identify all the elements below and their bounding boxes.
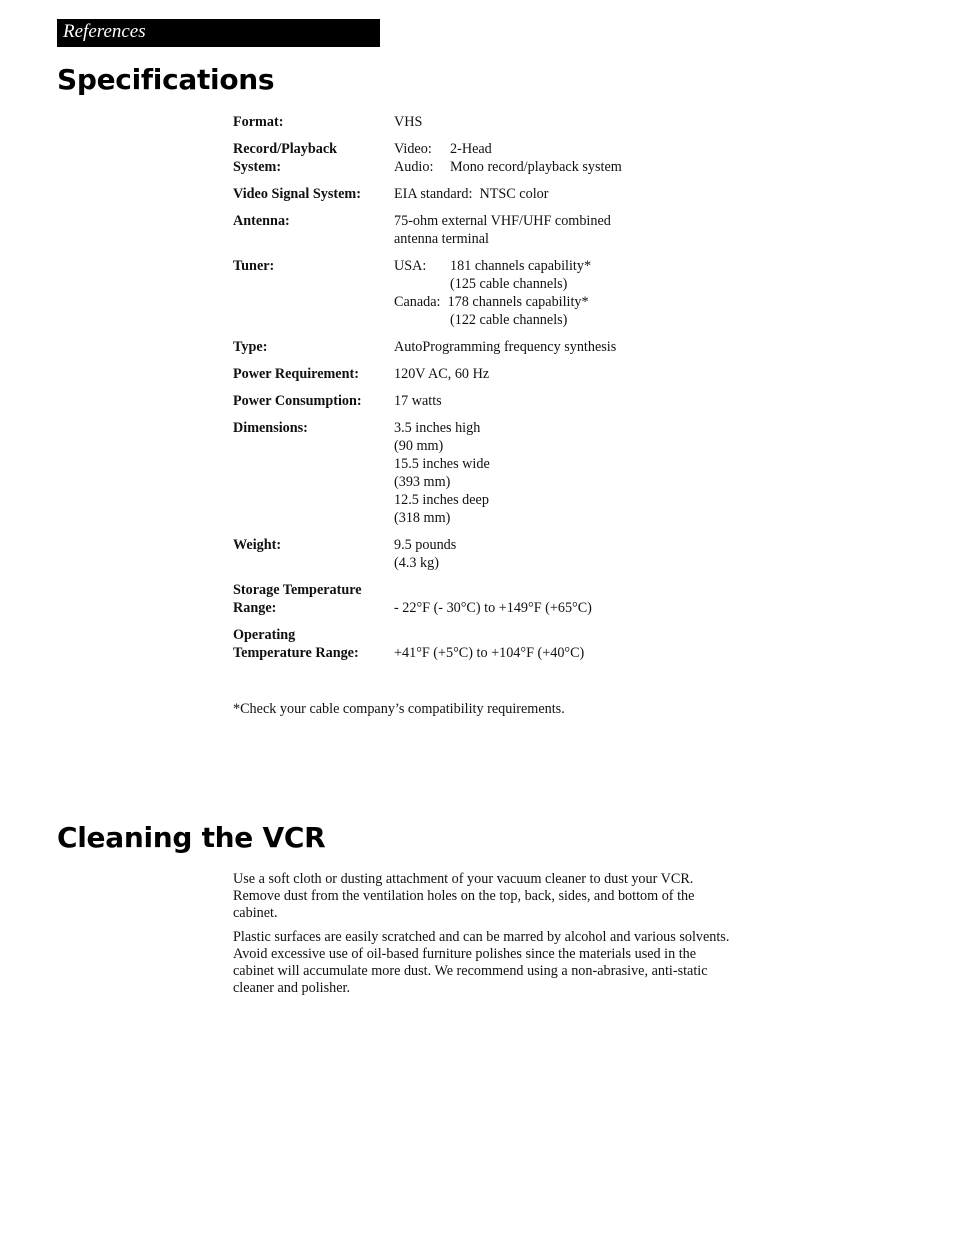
spec-value: AutoProgramming frequency synthesis: [394, 339, 617, 355]
spec-label: Operating Temperature Range:: [233, 627, 359, 661]
paragraph: Plastic surfaces are easily scratched and can be marred by alcohol and various solvents. Avoid excessive use of oil-based furniture polishes since the materials used in the cabinet will accumulate more dust. We recommend using a non-abrasive, anti-static cleaner and polisher.: [233, 929, 730, 996]
spec-value: +41°F (+5°C) to +104°F (+40°C): [394, 645, 585, 661]
spec-row-power-consumption: [233, 392, 753, 410]
spec-row-dimensions: [233, 419, 753, 527]
spec-label: Record/Playback System:: [233, 141, 338, 175]
spec-row-format: [233, 113, 753, 131]
spec-row-video-signal: [233, 185, 753, 203]
spec-row-operating-temp: [233, 626, 753, 662]
spec-value: 120V AC, 60 Hz: [394, 366, 490, 382]
spec-value: 3.5 inches high (90 mm) 15.5 inches wide (393 mm) 12.5 inches deep (318 mm): [394, 420, 490, 526]
section-tab: References: [57, 19, 380, 47]
specifications-table: [233, 113, 753, 671]
spec-label: Format:: [233, 114, 284, 130]
spec-value: 17 watts: [394, 393, 442, 409]
spec-row-weight: [233, 536, 753, 572]
spec-value: USA: 181 channels capability* (125 cable channels) Canada: 178 channels capability* (122 cable channels): [394, 258, 592, 328]
spec-label: Weight:: [233, 537, 282, 553]
spec-label: Video Signal System:: [233, 186, 361, 202]
spec-label: Dimensions:: [233, 420, 308, 436]
spec-value: 9.5 pounds (4.3 kg): [394, 537, 457, 571]
spec-label: Storage Temperature Range:: [233, 582, 362, 616]
spec-row-record-playback: [233, 140, 753, 176]
specifications-heading: Specifications: [57, 63, 275, 96]
spec-value: EIA standard: NTSC color: [394, 186, 549, 202]
spec-value: Video: 2-Head Audio: Mono record/playback system: [394, 141, 622, 175]
footnote: *Check your cable company’s compatibility requirements.: [233, 701, 565, 717]
spec-value: VHS: [394, 114, 423, 130]
spec-row-power-requirement: [233, 365, 753, 383]
spec-row-tuner: [233, 257, 753, 329]
cleaning-text: [233, 871, 733, 1004]
paragraph: Use a soft cloth or dusting attachment of your vacuum cleaner to dust your VCR. Remove dust from the ventilation holes on the top, back, sides, and bottom of the cabinet.: [233, 871, 695, 921]
cleaning-heading: Cleaning the VCR: [57, 821, 326, 854]
spec-label: Type:: [233, 339, 268, 355]
spec-row-antenna: [233, 212, 753, 248]
spec-row-storage-temp: [233, 581, 753, 617]
spec-value: 75-ohm external VHF/UHF combined antenna terminal: [394, 213, 611, 247]
spec-label: Antenna:: [233, 213, 290, 229]
spec-row-type: [233, 338, 753, 356]
spec-label: Power Requirement:: [233, 366, 359, 382]
spec-value: - 22°F (- 30°C) to +149°F (+65°C): [394, 600, 592, 616]
spec-label: Power Consumption:: [233, 393, 362, 409]
spec-label: Tuner:: [233, 258, 275, 274]
